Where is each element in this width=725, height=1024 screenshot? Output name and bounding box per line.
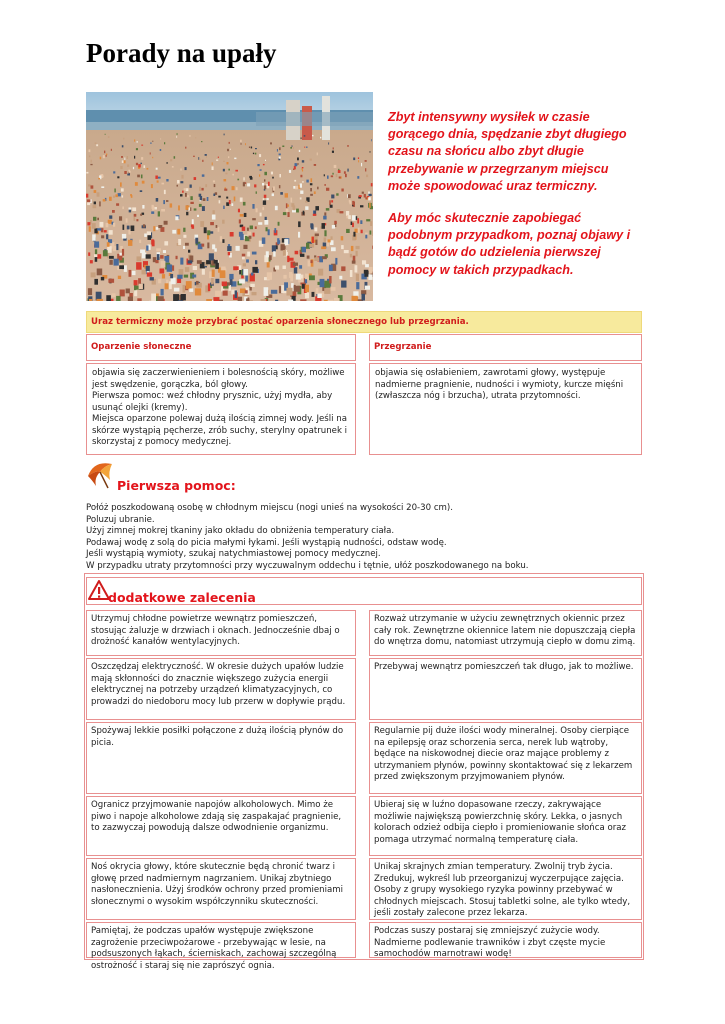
recommendation-item: Oszczędzaj elektryczność. W okresie dużych upałów ludzie mają skłonności do znacznie większego zużycia energii elektrycznej na potrzeby urządzeń klimatyzacyjnych, co prowadzi do niedoboru mocy lub przerw w dopływie prądu. xyxy=(86,658,356,720)
recommendation-item: Ubieraj się w luźno dopasowane rzeczy, zakrywające możliwie największą powierzchnię skóry. Lekka, o jasnych kolorach odzież odbija ciepło i promieniowanie słońca oraz pomaga utrzymać normalną temperaturę ciała. xyxy=(369,796,642,856)
column-heading-overheating: Przegrzanie xyxy=(369,334,642,361)
recommendation-item: Podczas suszy postaraj się zmniejszyć zużycie wody. Nadmierne podlewanie trawników i zbyt częste mycie samochodów marnotrawi wodę! xyxy=(369,922,642,958)
warning-icon xyxy=(88,579,110,605)
first-aid-step: Poluzuj ubranie. xyxy=(86,514,155,525)
injury-note: Uraz termiczny może przybrać postać oparzenia słonecznego lub przegrzania. xyxy=(86,311,642,333)
overheating-description: objawia się osłabieniem, zawrotami głowy, występuje nadmierne pragnienie, nudności i wymioty, kurcze mięśni (zwłaszcza nóg i brzucha), utrata przytomności. xyxy=(369,363,642,455)
recommendation-item: Regularnie pij duże ilości wody mineralnej. Osoby cierpiące na epilepsję oraz schorzenia serca, nerek lub wątroby, będące na niskowodnej diecie oraz mające problemy z utrzymaniem płynów, powinny skontaktować się z lekarzem przed zwiększonym przyjmowaniem płynów. xyxy=(369,722,642,794)
intro-text xyxy=(388,109,643,294)
umbrella-icon xyxy=(86,458,116,494)
sunburn-description: objawia się zaczerwienieniem i bolesnością skóry, możliwe jest swędzenie, gorączka, ból głowy. Pierwsza pomoc: weź chłodny prysznic, użyj mydła, aby usunąć olejki (kremy). Miejsca oparzone polewaj dużą ilością zimnej wody. Jeśli na skórze wystąpią pęcherze, zrób suchy, sterylny opatrunek i skorzystaj z pomocy medycznej. xyxy=(86,363,356,455)
recommendation-item: Utrzymuj chłodne powietrze wewnątrz pomieszczeń, stosując żaluzje w drzwiach i oknach. Jednocześnie dbaj o drożność kanałów wentylacyjnych. xyxy=(86,610,356,656)
first-aid-steps xyxy=(86,503,646,573)
recommendation-item: Unikaj skrajnych zmian temperatury. Zwolnij tryb życia. Zredukuj, wykreśl lub przeorganizuj wyczerpujące zajęcia. Osoby z grupy wysokiego ryzyka powinny przebywać w chłodnych miejscach. Stosuj tabletki solne, ale tylko wtedy, jeśli zostały zalecone przez lekarza. xyxy=(369,858,642,920)
recommendation-item: Ogranicz przyjmowanie napojów alkoholowych. Mimo że piwo i napoje alkoholowe zdają się zaspakajać pragnienie, to zazwyczaj powodują dalsze odwodnienie organizmu. xyxy=(86,796,356,856)
first-aid-step: Połóż poszkodowaną osobę w chłodnym miejscu (nogi unieś na wysokości 20-30 cm). xyxy=(86,503,453,513)
first-aid-step: W przypadku utraty przytomności przy wyczuwalnym oddechu i tętnie, ułóż poszkodowanego na boku. xyxy=(86,560,529,571)
recommendation-item: Pamiętaj, że podczas upałów występuje zwiększone zagrożenie przeciwpożarowe - przebywając w lesie, na podsuszonych łąkach, ścierniskach, zachowaj szczególną ostrożność i staraj się nie zaprószyć ognia. xyxy=(86,922,356,958)
beach-photo xyxy=(86,92,373,301)
first-aid-step: Użyj zimnej mokrej tkaniny jako okładu do obniżenia temperatury ciała. xyxy=(86,526,395,537)
recommendation-item: Noś okrycia głowy, które skutecznie będą chronić twarz i głowę przed nadmiernym nagrzaniem. Unikaj zbytniego nasłonecznienia. Użyj środków ochrony przed promieniami słonecznymi o wysokim współczynniku skuteczności. xyxy=(86,858,356,920)
first-aid-step: Podawaj wodę z solą do picia małymi łykami. Jeśli wystąpią nudności, odstaw wodę. xyxy=(86,537,447,548)
intro-paragraph: Zbyt intensywny wysiłek w czasie gorącego dnia, spędzanie zbyt długiego czasu na słońcu albo zbyt długie przebywanie w przegrzanym miejscu może spowodować uraz termiczny. xyxy=(388,110,627,193)
intro-paragraph: Aby móc skutecznie zapobiegać podobnym przypadkom, poznaj objawy i bądź gotów do udzielenia pierwszej pomocy w takich przypadkach. xyxy=(388,211,631,277)
column-heading-sunburn: Oparzenie słoneczne xyxy=(86,334,356,361)
recommendation-item: Rozważ utrzymanie w użyciu zewnętrznych okiennic przez cały rok. Zewnętrzne okiennice latem nie dopuszczają ciepła do wnętrza domu, natomiast utrzymują ciepło w domu zimą. xyxy=(369,610,642,656)
recommendation-item: Spożywaj lekkie posiłki połączone z dużą ilością płynów do picia. xyxy=(86,722,356,794)
first-aid-step: Jeśli wystąpią wymioty, szukaj natychmiastowej pomocy medycznej. xyxy=(86,549,381,560)
first-aid-title: Pierwsza pomoc: xyxy=(117,478,236,493)
recommendations-title: dodatkowe zalecenia xyxy=(108,590,256,605)
recommendation-item: Przebywaj wewnątrz pomieszczeń tak długo, jak to możliwe. xyxy=(369,658,642,720)
page-title: Porady na upały xyxy=(86,38,277,68)
